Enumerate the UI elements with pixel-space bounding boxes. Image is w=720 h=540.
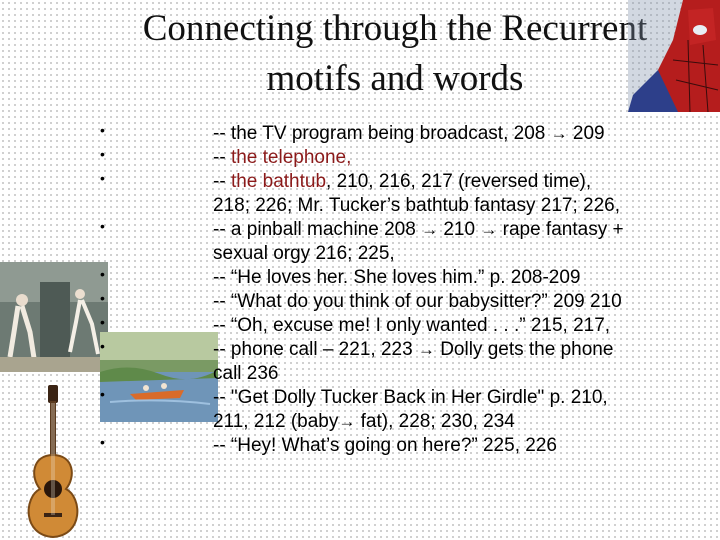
list-item bbox=[213, 314, 713, 338]
bullet: • bbox=[100, 338, 105, 354]
text-segment: -- “He loves her. She loves him.” p. 208-209 bbox=[213, 267, 581, 288]
text-segment: -- the TV program being broadcast, 208 bbox=[213, 123, 551, 144]
bullet: • bbox=[100, 386, 105, 402]
bullet: • bbox=[100, 170, 105, 186]
text-segment: -- “Oh, excuse me! I only wanted . . .” 215, 217, bbox=[213, 315, 611, 336]
list-item-line bbox=[213, 434, 713, 458]
list-item bbox=[213, 146, 713, 170]
text-segment: Dolly gets the phone bbox=[434, 339, 614, 360]
bullet: • bbox=[100, 290, 105, 306]
bullet: • bbox=[100, 314, 105, 330]
list-item-line bbox=[213, 314, 713, 338]
title-line-1: Connecting through the Recurrent bbox=[142, 8, 648, 49]
list-item-line bbox=[213, 362, 713, 386]
boating-painting-image bbox=[100, 332, 218, 422]
text-segment: -- bbox=[213, 171, 231, 192]
guitar-image bbox=[18, 385, 88, 540]
text-segment: -- “What do you think of our babysitter?” 209 210 bbox=[213, 291, 622, 312]
text-segment: call 236 bbox=[213, 363, 279, 384]
arrow-icon: → bbox=[550, 124, 568, 143]
text-segment: 218; 226; Mr. Tucker’s bathtub fantasy 217; 226, bbox=[213, 195, 621, 216]
highlighted-text: the bathtub bbox=[230, 171, 327, 192]
list-item-line bbox=[213, 170, 713, 194]
motif-list bbox=[213, 122, 713, 458]
list-item bbox=[213, 434, 713, 458]
text-segment: rape fantasy + bbox=[497, 219, 624, 240]
text-segment: -- a pinball machine 208 bbox=[213, 219, 422, 240]
dancers-painting-image bbox=[0, 262, 108, 372]
list-item-line bbox=[213, 218, 713, 242]
text-segment: -- “Hey! What’s going on here?” 225, 226 bbox=[213, 435, 557, 456]
list-item bbox=[213, 122, 713, 146]
list-item bbox=[213, 218, 713, 266]
text-segment: -- phone call – 221, 223 bbox=[213, 339, 418, 360]
list-item bbox=[213, 386, 713, 434]
text-segment: -- bbox=[213, 147, 231, 168]
arrow-icon: → bbox=[338, 412, 356, 431]
bullet: • bbox=[100, 146, 105, 162]
arrow-icon: → bbox=[480, 220, 498, 239]
text-segment: 210 bbox=[438, 219, 481, 240]
bullet: • bbox=[100, 434, 105, 450]
text-segment: , 210, 216, 217 (reversed time), bbox=[326, 171, 592, 192]
list-item-line bbox=[213, 266, 713, 290]
list-item-line bbox=[213, 386, 713, 410]
list-item-line bbox=[213, 338, 713, 362]
list-item-line bbox=[213, 290, 713, 314]
text-segment: 211, 212 (baby bbox=[213, 411, 339, 432]
list-item-line bbox=[213, 242, 713, 266]
slide-title bbox=[90, 4, 700, 104]
text-segment: sexual orgy 216; 225, bbox=[213, 243, 395, 264]
highlighted-text: the telephone, bbox=[230, 147, 352, 168]
list-item-line bbox=[213, 122, 713, 146]
spiderman-image bbox=[628, 0, 720, 112]
list-item bbox=[213, 338, 713, 386]
list-item-line bbox=[213, 146, 713, 170]
list-item bbox=[213, 290, 713, 314]
text-segment: fat), 228; 230, 234 bbox=[355, 411, 515, 432]
bullet: • bbox=[100, 122, 105, 138]
list-item bbox=[213, 266, 713, 290]
bullet: • bbox=[100, 218, 105, 234]
bullet: • bbox=[100, 266, 105, 282]
text-segment: 209 bbox=[567, 123, 605, 144]
title-line-2: motifs and words bbox=[266, 58, 524, 99]
list-item-line bbox=[213, 194, 713, 218]
arrow-icon: → bbox=[421, 220, 439, 239]
text-segment: -- "Get Dolly Tucker Back in Her Girdle" p. 210, bbox=[213, 387, 608, 408]
arrow-icon: → bbox=[417, 340, 435, 359]
list-item bbox=[213, 170, 713, 218]
list-item-line bbox=[213, 410, 713, 434]
